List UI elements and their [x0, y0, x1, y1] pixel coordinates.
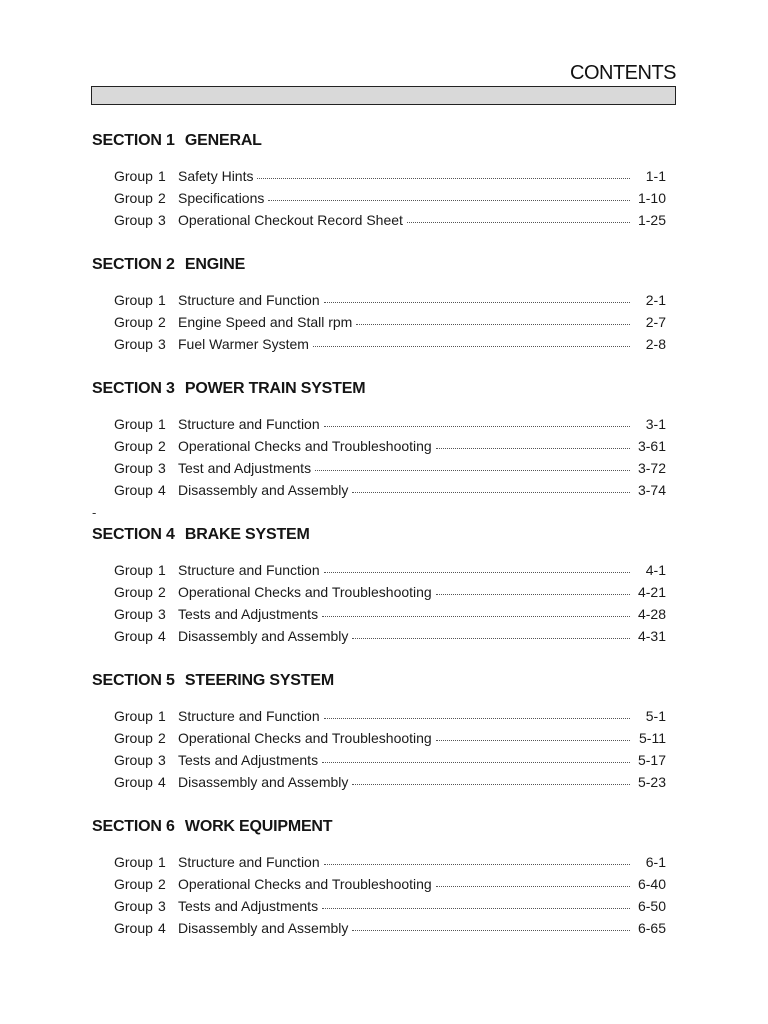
entry-title: Disassembly and Assembly — [178, 482, 349, 498]
entry-title: Structure and Function — [178, 854, 320, 870]
toc-list — [92, 165, 672, 231]
group-label: Group — [114, 190, 153, 206]
section-heading — [92, 525, 672, 545]
group-number: 3 — [158, 212, 166, 228]
group-number: 1 — [158, 708, 166, 724]
page-number: 6-65 — [637, 920, 666, 936]
entry-title: Operational Checks and Troubleshooting — [178, 876, 432, 892]
page-number: 4-31 — [637, 628, 666, 644]
entry-title: Disassembly and Assembly — [178, 628, 349, 644]
group-label: Group — [114, 920, 153, 936]
group-label: Group — [114, 314, 153, 330]
section-steering-system — [92, 671, 672, 793]
toc-list — [92, 851, 672, 939]
dot-leader — [268, 199, 630, 201]
page-number: 3-61 — [637, 438, 666, 454]
group-label: Group — [114, 708, 153, 724]
page-number: 2-7 — [645, 314, 666, 330]
page-number: 2-8 — [645, 336, 666, 352]
toc-entry[interactable] — [92, 771, 672, 793]
section-name: GENERAL — [184, 132, 262, 149]
group-number: 4 — [158, 774, 166, 790]
page-title: CONTENTS — [570, 62, 676, 84]
entry-title: Structure and Function — [178, 416, 320, 432]
dot-leader — [436, 885, 630, 887]
entry-title: Engine Speed and Stall rpm — [178, 314, 353, 330]
dot-leader — [407, 221, 630, 223]
group-label: Group — [114, 168, 153, 184]
group-number: 1 — [158, 562, 166, 578]
entry-title: Operational Checks and Troubleshooting — [178, 730, 432, 746]
toc-entry[interactable] — [92, 435, 672, 457]
page-number: 3-72 — [637, 460, 666, 476]
page-number: 1-10 — [637, 190, 666, 206]
entry-title: Operational Checks and Troubleshooting — [178, 584, 432, 600]
toc-entry[interactable] — [92, 457, 672, 479]
dot-leader — [322, 615, 630, 617]
group-label: Group — [114, 854, 153, 870]
group-number: 3 — [158, 752, 166, 768]
group-label: Group — [114, 292, 153, 308]
section-work-equipment — [92, 817, 672, 939]
dot-leader — [324, 301, 630, 303]
toc-entry[interactable] — [92, 727, 672, 749]
group-label: Group — [114, 606, 153, 622]
dot-leader — [324, 863, 630, 865]
group-number: 1 — [158, 168, 166, 184]
group-label: Group — [114, 460, 153, 476]
toc-entry[interactable] — [92, 413, 672, 435]
group-label: Group — [114, 730, 153, 746]
dot-leader — [322, 761, 630, 763]
section-name: BRAKE SYSTEM — [184, 526, 310, 543]
dot-leader — [352, 637, 630, 639]
entry-title: Operational Checks and Troubleshooting — [178, 438, 432, 454]
dot-leader — [257, 177, 630, 179]
entry-title: Tests and Adjustments — [178, 752, 319, 768]
page-number: 6-1 — [645, 854, 666, 870]
toc-entry[interactable] — [92, 209, 672, 231]
group-number: 3 — [158, 460, 166, 476]
page-number: 3-74 — [637, 482, 666, 498]
entry-title: Safety Hints — [178, 168, 254, 184]
page-number: 4-28 — [637, 606, 666, 622]
group-label: Group — [114, 416, 153, 432]
stray-dash-mark: - — [92, 505, 97, 520]
page-number: 3-1 — [645, 416, 666, 432]
section-general — [92, 131, 672, 231]
group-label: Group — [114, 482, 153, 498]
toc-entry[interactable] — [92, 917, 672, 939]
toc-entry[interactable] — [92, 895, 672, 917]
group-number: 2 — [158, 314, 166, 330]
group-number: 2 — [158, 190, 166, 206]
entry-title: Fuel Warmer System — [178, 336, 309, 352]
dot-leader — [352, 491, 630, 493]
toc-entry[interactable] — [92, 581, 672, 603]
toc-entry[interactable] — [92, 851, 672, 873]
toc-entry[interactable] — [92, 749, 672, 771]
dot-leader — [436, 739, 630, 741]
page-number: 2-1 — [645, 292, 666, 308]
page-number: 6-40 — [637, 876, 666, 892]
group-number: 4 — [158, 482, 166, 498]
section-label: SECTION 6 — [92, 818, 175, 835]
group-number: 2 — [158, 584, 166, 600]
group-number: 3 — [158, 336, 166, 352]
toc-entry[interactable] — [92, 603, 672, 625]
toc-list — [92, 559, 672, 647]
group-number: 1 — [158, 292, 166, 308]
section-name: STEERING SYSTEM — [184, 672, 334, 689]
section-power-train-system — [92, 379, 672, 501]
section-heading — [92, 379, 672, 399]
group-number: 2 — [158, 438, 166, 454]
dot-leader — [322, 907, 630, 909]
toc-entry[interactable] — [92, 333, 672, 355]
page-number: 6-50 — [637, 898, 666, 914]
entry-title: Structure and Function — [178, 708, 320, 724]
group-number: 4 — [158, 628, 166, 644]
section-brake-system — [92, 525, 672, 647]
section-heading — [92, 671, 672, 691]
section-heading — [92, 131, 672, 151]
dot-leader — [313, 345, 630, 347]
group-number: 4 — [158, 920, 166, 936]
section-name: POWER TRAIN SYSTEM — [184, 380, 366, 397]
group-label: Group — [114, 774, 153, 790]
group-label: Group — [114, 562, 153, 578]
group-label: Group — [114, 336, 153, 352]
dot-leader — [352, 929, 630, 931]
toc-list — [92, 289, 672, 355]
page-number: 5-1 — [645, 708, 666, 724]
toc-entry[interactable] — [92, 705, 672, 727]
toc-entry[interactable] — [92, 625, 672, 647]
group-number: 1 — [158, 854, 166, 870]
group-label: Group — [114, 212, 153, 228]
entry-title: Specifications — [178, 190, 265, 206]
title-rule-bar — [91, 86, 676, 105]
section-engine — [92, 255, 672, 355]
toc-entry[interactable] — [92, 165, 672, 187]
dot-leader — [324, 717, 630, 719]
dot-leader — [324, 425, 630, 427]
section-label: SECTION 2 — [92, 256, 175, 273]
section-label: SECTION 3 — [92, 380, 175, 397]
entry-title: Structure and Function — [178, 292, 320, 308]
dot-leader — [436, 447, 630, 449]
page-number: 5-23 — [637, 774, 666, 790]
dot-leader — [352, 783, 630, 785]
section-heading — [92, 255, 672, 275]
page-number: 5-17 — [637, 752, 666, 768]
toc-entry[interactable] — [92, 289, 672, 311]
entry-title: Tests and Adjustments — [178, 606, 319, 622]
page-number: 1-1 — [645, 168, 666, 184]
group-number: 2 — [158, 876, 166, 892]
dot-leader — [315, 469, 630, 471]
section-label: SECTION 5 — [92, 672, 175, 689]
entry-title: Tests and Adjustments — [178, 898, 319, 914]
dot-leader — [436, 593, 630, 595]
group-number: 3 — [158, 606, 166, 622]
group-label: Group — [114, 438, 153, 454]
group-number: 3 — [158, 898, 166, 914]
toc-entry[interactable] — [92, 187, 672, 209]
entry-title: Structure and Function — [178, 562, 320, 578]
toc-entry[interactable] — [92, 873, 672, 895]
toc-entry[interactable] — [92, 311, 672, 333]
entry-title: Operational Checkout Record Sheet — [178, 212, 403, 228]
group-label: Group — [114, 898, 153, 914]
section-heading — [92, 817, 672, 837]
dot-leader — [356, 323, 630, 325]
section-label: SECTION 4 — [92, 526, 175, 543]
section-label: SECTION 1 — [92, 132, 175, 149]
page-number: 4-1 — [645, 562, 666, 578]
dot-leader — [324, 571, 630, 573]
toc-entry[interactable] — [92, 479, 672, 501]
entry-title: Disassembly and Assembly — [178, 920, 349, 936]
group-number: 2 — [158, 730, 166, 746]
group-number: 1 — [158, 416, 166, 432]
entry-title: Disassembly and Assembly — [178, 774, 349, 790]
page-number: 1-25 — [637, 212, 666, 228]
toc-list — [92, 413, 672, 501]
toc-list — [92, 705, 672, 793]
group-label: Group — [114, 876, 153, 892]
page-number: 4-21 — [637, 584, 666, 600]
entry-title: Test and Adjustments — [178, 460, 312, 476]
page-number: 5-11 — [639, 730, 666, 746]
toc-entry[interactable] — [92, 559, 672, 581]
group-label: Group — [114, 752, 153, 768]
section-name: ENGINE — [184, 256, 246, 273]
group-label: Group — [114, 584, 153, 600]
section-name: WORK EQUIPMENT — [184, 818, 333, 835]
group-label: Group — [114, 628, 153, 644]
